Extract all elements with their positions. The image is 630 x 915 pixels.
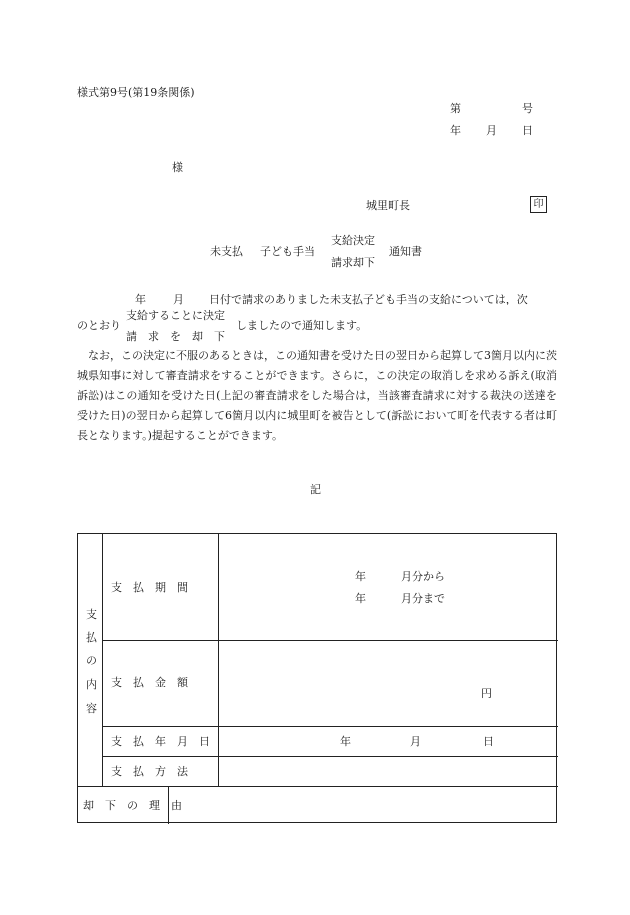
amount-unit: 円 <box>481 687 492 700</box>
side-label-char: 容 <box>86 702 97 715</box>
addressee-suffix: 様 <box>172 161 183 174</box>
pay-date-day: 日 <box>483 735 494 748</box>
body-line2-option-bottom: 請 求 を 却 下 <box>126 330 225 343</box>
date-year: 年 <box>450 124 461 137</box>
side-label-char: 払 <box>86 631 97 644</box>
date-month: 月 <box>486 124 497 137</box>
side-label-char: 内 <box>86 678 97 691</box>
method-label: 支 払 方 法 <box>111 765 188 778</box>
number-dai: 第 <box>450 102 461 115</box>
table-line <box>102 640 558 641</box>
title-option-bottom: 請求却下 <box>331 256 375 269</box>
side-label-char: の <box>86 654 97 667</box>
body-line2-option-top: 支給することに決定 <box>126 309 225 322</box>
form-id: 様式第9号(第19条関係) <box>77 86 195 99</box>
table-line <box>102 756 558 757</box>
title-part1: 未支払 <box>210 245 243 258</box>
table-line <box>102 534 103 786</box>
amount-label: 支 払 金 額 <box>111 676 188 689</box>
body-month: 月 <box>173 293 184 306</box>
pay-date-month: 月 <box>410 735 421 748</box>
body-year: 年 <box>135 293 146 306</box>
pay-date-year: 年 <box>340 735 351 748</box>
date-day: 日 <box>522 124 533 137</box>
table-line <box>78 786 558 787</box>
period-to-rest: 月分まで <box>401 592 445 605</box>
body-line1-rest: 日付で請求のありました未支払子ども手当の支給については，次 <box>209 294 528 305</box>
issuer: 城里町長 <box>366 199 410 212</box>
period-from-rest: 月分から <box>401 570 445 583</box>
side-label-char: 支 <box>86 608 97 621</box>
title-option-top: 支給決定 <box>331 234 375 247</box>
period-from-year: 年 <box>355 570 366 583</box>
table-line <box>102 726 558 727</box>
table-line <box>218 534 219 786</box>
period-label: 支 払 期 間 <box>111 581 188 594</box>
date-label: 支 払 年 月 日 <box>111 735 210 748</box>
reason-label: 却 下 の 理 由 <box>83 799 182 812</box>
seal-mark: 印 <box>530 196 547 213</box>
number-go: 号 <box>522 102 533 115</box>
body-line2-suffix: しましたので通知します。 <box>236 319 368 332</box>
ki-heading: 記 <box>310 483 321 496</box>
period-to-year: 年 <box>355 592 366 605</box>
body-paragraph-2: なお，この決定に不服のあるときは，この通知書を受けた日の翌日から起算して3箇月以内に茨城県知事に対して審査請求をすることができます。さらに，この決定の取消しを求める訴え(取消訴訟)はこの通知を受けた日(上記の審査請求をした場合は，当該審査請求に対する裁決の送達を受けた日)の翌日から起算して6箇月以内に城里町を被告として(訴訟において町を代表する者は町長となります。)提起することができます。 <box>77 349 557 442</box>
payment-table <box>77 533 557 823</box>
title-suffix: 通知書 <box>389 245 422 258</box>
title-part2: 子ども手当 <box>260 245 315 258</box>
body-line2-prefix: のとおり <box>77 319 121 332</box>
